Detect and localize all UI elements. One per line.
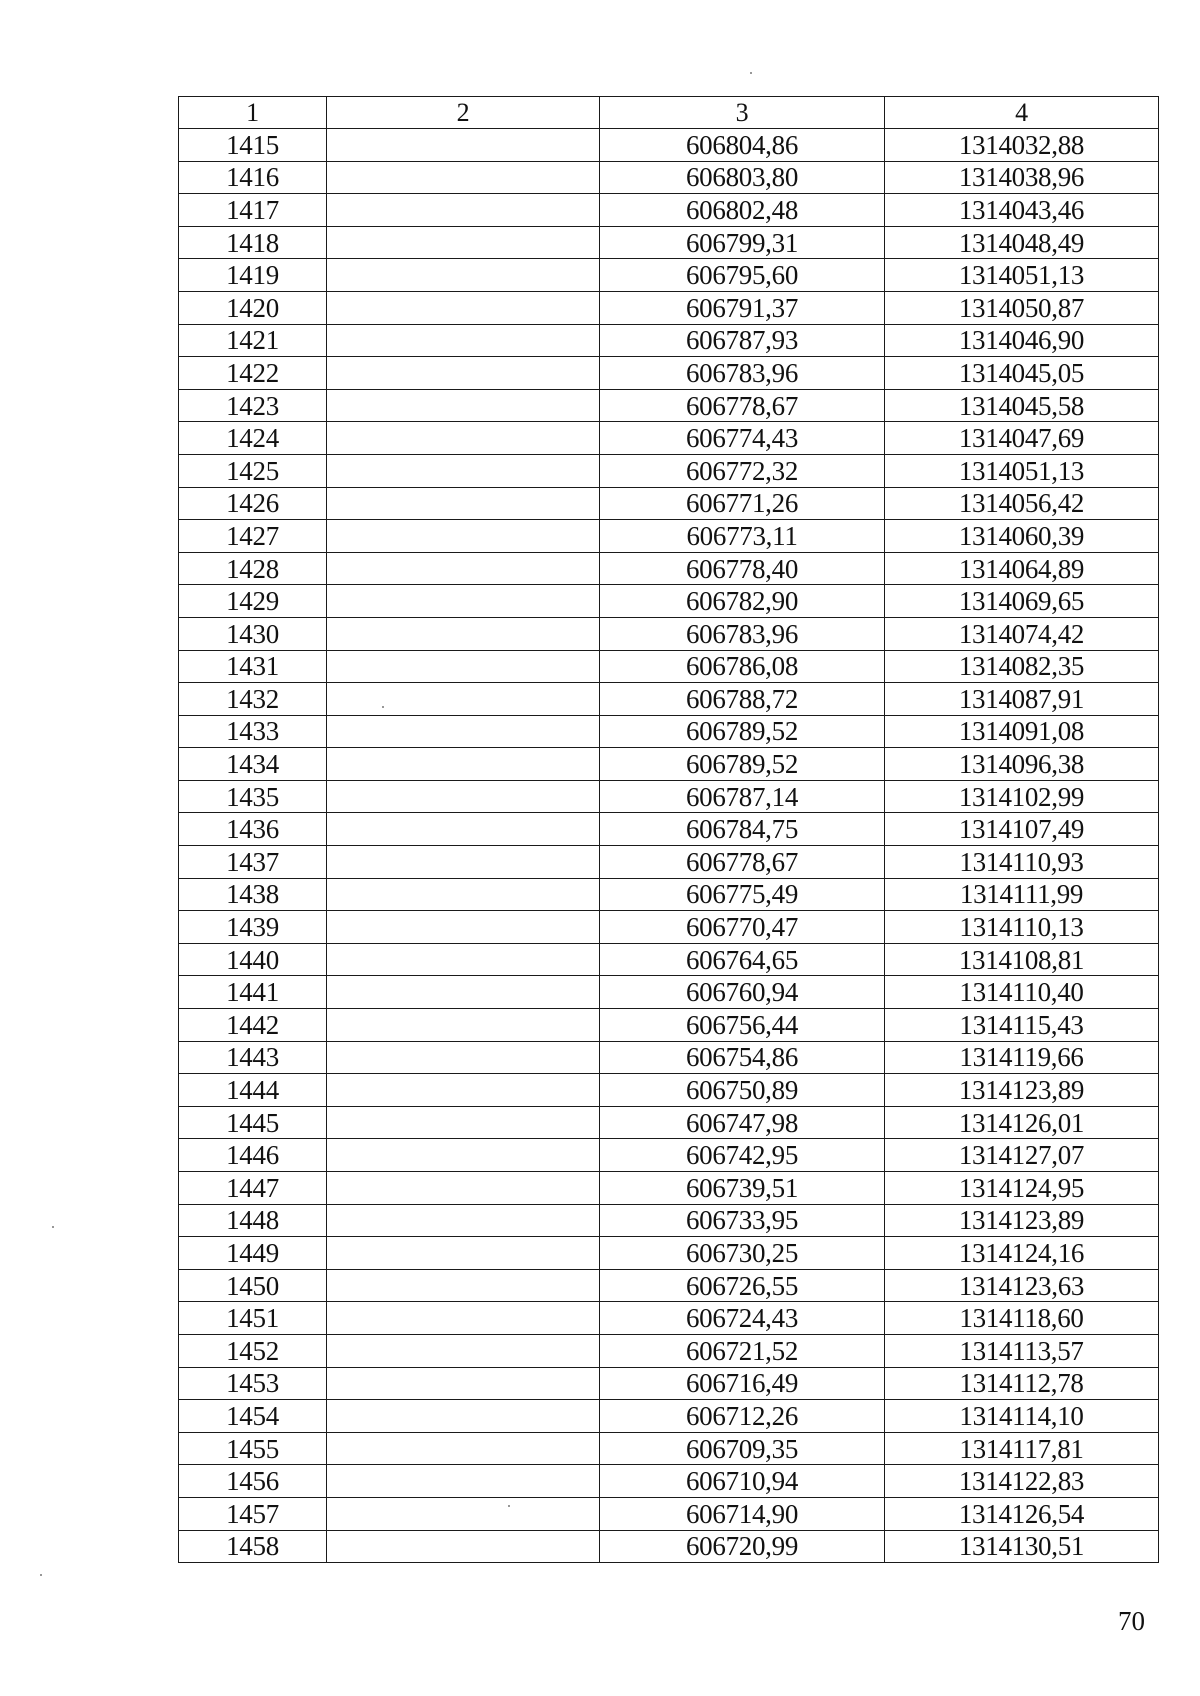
empty-cell — [327, 878, 600, 911]
table-row — [179, 911, 1159, 944]
empty-cell — [327, 780, 600, 813]
empty-cell — [327, 911, 600, 944]
point-number-cell: 1442 — [179, 1009, 327, 1042]
y-coordinate-cell: 1314082,35 — [885, 650, 1159, 683]
empty-cell — [327, 1530, 600, 1563]
y-coordinate-cell: 1314096,38 — [885, 748, 1159, 781]
x-coordinate-cell: 606709,35 — [600, 1432, 885, 1465]
x-coordinate-cell: 606795,60 — [600, 259, 885, 292]
table-row — [179, 878, 1159, 911]
y-coordinate-cell: 1314108,81 — [885, 943, 1159, 976]
empty-cell — [327, 748, 600, 781]
y-coordinate-cell: 1314124,95 — [885, 1172, 1159, 1205]
table-row — [179, 259, 1159, 292]
y-coordinate-cell: 1314032,88 — [885, 129, 1159, 162]
x-coordinate-cell: 606783,96 — [600, 357, 885, 390]
x-coordinate-cell: 606724,43 — [600, 1302, 885, 1335]
table-row — [179, 1269, 1159, 1302]
point-number-cell: 1424 — [179, 422, 327, 455]
x-coordinate-cell: 606742,95 — [600, 1139, 885, 1172]
table-row — [179, 1497, 1159, 1530]
table-row — [179, 943, 1159, 976]
table-row — [179, 389, 1159, 422]
x-coordinate-cell: 606778,40 — [600, 552, 885, 585]
empty-cell — [327, 1139, 600, 1172]
x-coordinate-cell: 606791,37 — [600, 291, 885, 324]
empty-cell — [327, 552, 600, 585]
y-coordinate-cell: 1314069,65 — [885, 585, 1159, 618]
y-coordinate-cell: 1314038,96 — [885, 161, 1159, 194]
y-coordinate-cell: 1314107,49 — [885, 813, 1159, 846]
point-number-cell: 1455 — [179, 1432, 327, 1465]
page-number: 70 — [1118, 1606, 1145, 1636]
point-number-cell: 1434 — [179, 748, 327, 781]
y-coordinate-cell: 1314123,89 — [885, 1204, 1159, 1237]
x-coordinate-cell: 606750,89 — [600, 1074, 885, 1107]
point-number-cell: 1422 — [179, 357, 327, 390]
point-number-cell: 1444 — [179, 1074, 327, 1107]
y-coordinate-cell: 1314126,01 — [885, 1106, 1159, 1139]
x-coordinate-cell: 606754,86 — [600, 1041, 885, 1074]
empty-cell — [327, 226, 600, 259]
x-coordinate-cell: 606773,11 — [600, 520, 885, 553]
empty-cell — [327, 422, 600, 455]
empty-cell — [327, 1041, 600, 1074]
x-coordinate-cell: 606789,52 — [600, 748, 885, 781]
x-coordinate-cell: 606775,49 — [600, 878, 885, 911]
y-coordinate-cell: 1314114,10 — [885, 1400, 1159, 1433]
empty-cell — [327, 520, 600, 553]
y-coordinate-cell: 1314130,51 — [885, 1530, 1159, 1563]
y-coordinate-cell: 1314123,89 — [885, 1074, 1159, 1107]
empty-cell — [327, 1334, 600, 1367]
table-row — [179, 357, 1159, 390]
y-coordinate-cell: 1314115,43 — [885, 1009, 1159, 1042]
table-row — [179, 617, 1159, 650]
x-coordinate-cell: 606772,32 — [600, 454, 885, 487]
x-coordinate-cell: 606771,26 — [600, 487, 885, 520]
table-row — [179, 846, 1159, 879]
empty-cell — [327, 357, 600, 390]
table-row — [179, 1041, 1159, 1074]
empty-cell — [327, 1009, 600, 1042]
point-number-cell: 1423 — [179, 389, 327, 422]
x-coordinate-cell: 606778,67 — [600, 846, 885, 879]
x-coordinate-cell: 606789,52 — [600, 715, 885, 748]
y-coordinate-cell: 1314124,16 — [885, 1237, 1159, 1270]
table-row — [179, 1204, 1159, 1237]
empty-cell — [327, 1400, 600, 1433]
x-coordinate-cell: 606784,75 — [600, 813, 885, 846]
point-number-cell: 1415 — [179, 129, 327, 162]
point-number-cell: 1457 — [179, 1497, 327, 1530]
point-number-cell: 1435 — [179, 780, 327, 813]
table-row — [179, 1400, 1159, 1433]
y-coordinate-cell: 1314051,13 — [885, 454, 1159, 487]
table-row — [179, 780, 1159, 813]
x-coordinate-cell: 606726,55 — [600, 1269, 885, 1302]
y-coordinate-cell: 1314122,83 — [885, 1465, 1159, 1498]
x-coordinate-cell: 606710,94 — [600, 1465, 885, 1498]
x-coordinate-cell: 606730,25 — [600, 1237, 885, 1270]
point-number-cell: 1425 — [179, 454, 327, 487]
empty-cell — [327, 487, 600, 520]
table-row — [179, 1237, 1159, 1270]
table-row — [179, 1334, 1159, 1367]
table-row — [179, 324, 1159, 357]
y-coordinate-cell: 1314102,99 — [885, 780, 1159, 813]
point-number-cell: 1431 — [179, 650, 327, 683]
empty-cell — [327, 161, 600, 194]
x-coordinate-cell: 606804,86 — [600, 129, 885, 162]
point-number-cell: 1445 — [179, 1106, 327, 1139]
empty-cell — [327, 259, 600, 292]
y-coordinate-cell: 1314047,69 — [885, 422, 1159, 455]
x-coordinate-cell: 606720,99 — [600, 1530, 885, 1563]
table-row — [179, 291, 1159, 324]
scan-speck — [750, 72, 752, 74]
empty-cell — [327, 1497, 600, 1530]
table-row — [179, 976, 1159, 1009]
point-number-cell: 1454 — [179, 1400, 327, 1433]
x-coordinate-cell: 606756,44 — [600, 1009, 885, 1042]
point-number-cell: 1447 — [179, 1172, 327, 1205]
x-coordinate-cell: 606770,47 — [600, 911, 885, 944]
empty-cell — [327, 943, 600, 976]
empty-cell — [327, 454, 600, 487]
empty-cell — [327, 389, 600, 422]
empty-cell — [327, 1204, 600, 1237]
table-row — [179, 1367, 1159, 1400]
table-row — [179, 487, 1159, 520]
y-coordinate-cell: 1314091,08 — [885, 715, 1159, 748]
point-number-cell: 1440 — [179, 943, 327, 976]
coordinates-table — [178, 96, 1159, 1563]
point-number-cell: 1456 — [179, 1465, 327, 1498]
x-coordinate-cell: 606774,43 — [600, 422, 885, 455]
point-number-cell: 1430 — [179, 617, 327, 650]
y-coordinate-cell: 1314110,93 — [885, 846, 1159, 879]
point-number-cell: 1427 — [179, 520, 327, 553]
empty-cell — [327, 324, 600, 357]
point-number-cell: 1419 — [179, 259, 327, 292]
table-row — [179, 129, 1159, 162]
y-coordinate-cell: 1314045,58 — [885, 389, 1159, 422]
point-number-cell: 1443 — [179, 1041, 327, 1074]
y-coordinate-cell: 1314110,40 — [885, 976, 1159, 1009]
scan-speck — [40, 1574, 42, 1576]
column-header-2: 2 — [327, 97, 600, 129]
scan-speck — [52, 1226, 54, 1228]
y-coordinate-cell: 1314046,90 — [885, 324, 1159, 357]
y-coordinate-cell: 1314056,42 — [885, 487, 1159, 520]
point-number-cell: 1416 — [179, 161, 327, 194]
x-coordinate-cell: 606787,14 — [600, 780, 885, 813]
empty-cell — [327, 846, 600, 879]
x-coordinate-cell: 606799,31 — [600, 226, 885, 259]
x-coordinate-cell: 606733,95 — [600, 1204, 885, 1237]
y-coordinate-cell: 1314064,89 — [885, 552, 1159, 585]
point-number-cell: 1446 — [179, 1139, 327, 1172]
x-coordinate-cell: 606716,49 — [600, 1367, 885, 1400]
empty-cell — [327, 813, 600, 846]
table-row — [179, 715, 1159, 748]
point-number-cell: 1437 — [179, 846, 327, 879]
table-row — [179, 454, 1159, 487]
empty-cell — [327, 976, 600, 1009]
y-coordinate-cell: 1314113,57 — [885, 1334, 1159, 1367]
empty-cell — [327, 1106, 600, 1139]
x-coordinate-cell: 606782,90 — [600, 585, 885, 618]
empty-cell — [327, 291, 600, 324]
empty-cell — [327, 1237, 600, 1270]
point-number-cell: 1432 — [179, 683, 327, 716]
point-number-cell: 1458 — [179, 1530, 327, 1563]
table-row — [179, 1302, 1159, 1335]
point-number-cell: 1420 — [179, 291, 327, 324]
y-coordinate-cell: 1314112,78 — [885, 1367, 1159, 1400]
column-header-4: 4 — [885, 97, 1159, 129]
empty-cell — [327, 1302, 600, 1335]
y-coordinate-cell: 1314087,91 — [885, 683, 1159, 716]
y-coordinate-cell: 1314123,63 — [885, 1269, 1159, 1302]
table-row — [179, 683, 1159, 716]
x-coordinate-cell: 606747,98 — [600, 1106, 885, 1139]
empty-cell — [327, 1074, 600, 1107]
table-row — [179, 422, 1159, 455]
table-row — [179, 1139, 1159, 1172]
empty-cell — [327, 1465, 600, 1498]
point-number-cell: 1439 — [179, 911, 327, 944]
y-coordinate-cell: 1314043,46 — [885, 194, 1159, 227]
column-header-1: 1 — [179, 97, 327, 129]
table-row — [179, 1106, 1159, 1139]
x-coordinate-cell: 606721,52 — [600, 1334, 885, 1367]
y-coordinate-cell: 1314074,42 — [885, 617, 1159, 650]
empty-cell — [327, 650, 600, 683]
y-coordinate-cell: 1314048,49 — [885, 226, 1159, 259]
point-number-cell: 1451 — [179, 1302, 327, 1335]
point-number-cell: 1433 — [179, 715, 327, 748]
table-row — [179, 1172, 1159, 1205]
x-coordinate-cell: 606760,94 — [600, 976, 885, 1009]
empty-cell — [327, 585, 600, 618]
empty-cell — [327, 1269, 600, 1302]
table-row — [179, 1009, 1159, 1042]
point-number-cell: 1438 — [179, 878, 327, 911]
x-coordinate-cell: 606764,65 — [600, 943, 885, 976]
y-coordinate-cell: 1314110,13 — [885, 911, 1159, 944]
point-number-cell: 1453 — [179, 1367, 327, 1400]
point-number-cell: 1429 — [179, 585, 327, 618]
point-number-cell: 1426 — [179, 487, 327, 520]
table-row — [179, 1465, 1159, 1498]
point-number-cell: 1452 — [179, 1334, 327, 1367]
x-coordinate-cell: 606786,08 — [600, 650, 885, 683]
empty-cell — [327, 129, 600, 162]
empty-cell — [327, 1432, 600, 1465]
table-row — [179, 1530, 1159, 1563]
table-row — [179, 813, 1159, 846]
y-coordinate-cell: 1314126,54 — [885, 1497, 1159, 1530]
point-number-cell: 1418 — [179, 226, 327, 259]
point-number-cell: 1450 — [179, 1269, 327, 1302]
x-coordinate-cell: 606802,48 — [600, 194, 885, 227]
y-coordinate-cell: 1314051,13 — [885, 259, 1159, 292]
table-row — [179, 1074, 1159, 1107]
y-coordinate-cell: 1314117,81 — [885, 1432, 1159, 1465]
point-number-cell: 1436 — [179, 813, 327, 846]
point-number-cell: 1421 — [179, 324, 327, 357]
x-coordinate-cell: 606783,96 — [600, 617, 885, 650]
table-row — [179, 520, 1159, 553]
table-row — [179, 650, 1159, 683]
table-row — [179, 226, 1159, 259]
empty-cell — [327, 715, 600, 748]
table-row — [179, 161, 1159, 194]
empty-cell — [327, 1367, 600, 1400]
y-coordinate-cell: 1314060,39 — [885, 520, 1159, 553]
table-row — [179, 748, 1159, 781]
y-coordinate-cell: 1314111,99 — [885, 878, 1159, 911]
point-number-cell: 1449 — [179, 1237, 327, 1270]
y-coordinate-cell: 1314127,07 — [885, 1139, 1159, 1172]
x-coordinate-cell: 606787,93 — [600, 324, 885, 357]
point-number-cell: 1417 — [179, 194, 327, 227]
y-coordinate-cell: 1314050,87 — [885, 291, 1159, 324]
table-row — [179, 585, 1159, 618]
point-number-cell: 1441 — [179, 976, 327, 1009]
x-coordinate-cell: 606788,72 — [600, 683, 885, 716]
y-coordinate-cell: 1314119,66 — [885, 1041, 1159, 1074]
x-coordinate-cell: 606712,26 — [600, 1400, 885, 1433]
table-header-row — [179, 97, 1159, 129]
x-coordinate-cell: 606803,80 — [600, 161, 885, 194]
point-number-cell: 1428 — [179, 552, 327, 585]
empty-cell — [327, 1172, 600, 1205]
x-coordinate-cell: 606778,67 — [600, 389, 885, 422]
table-row — [179, 194, 1159, 227]
table-row — [179, 552, 1159, 585]
x-coordinate-cell: 606739,51 — [600, 1172, 885, 1205]
y-coordinate-cell: 1314118,60 — [885, 1302, 1159, 1335]
column-header-3: 3 — [600, 97, 885, 129]
empty-cell — [327, 194, 600, 227]
point-number-cell: 1448 — [179, 1204, 327, 1237]
table-row — [179, 1432, 1159, 1465]
empty-cell — [327, 683, 600, 716]
y-coordinate-cell: 1314045,05 — [885, 357, 1159, 390]
empty-cell — [327, 617, 600, 650]
x-coordinate-cell: 606714,90 — [600, 1497, 885, 1530]
